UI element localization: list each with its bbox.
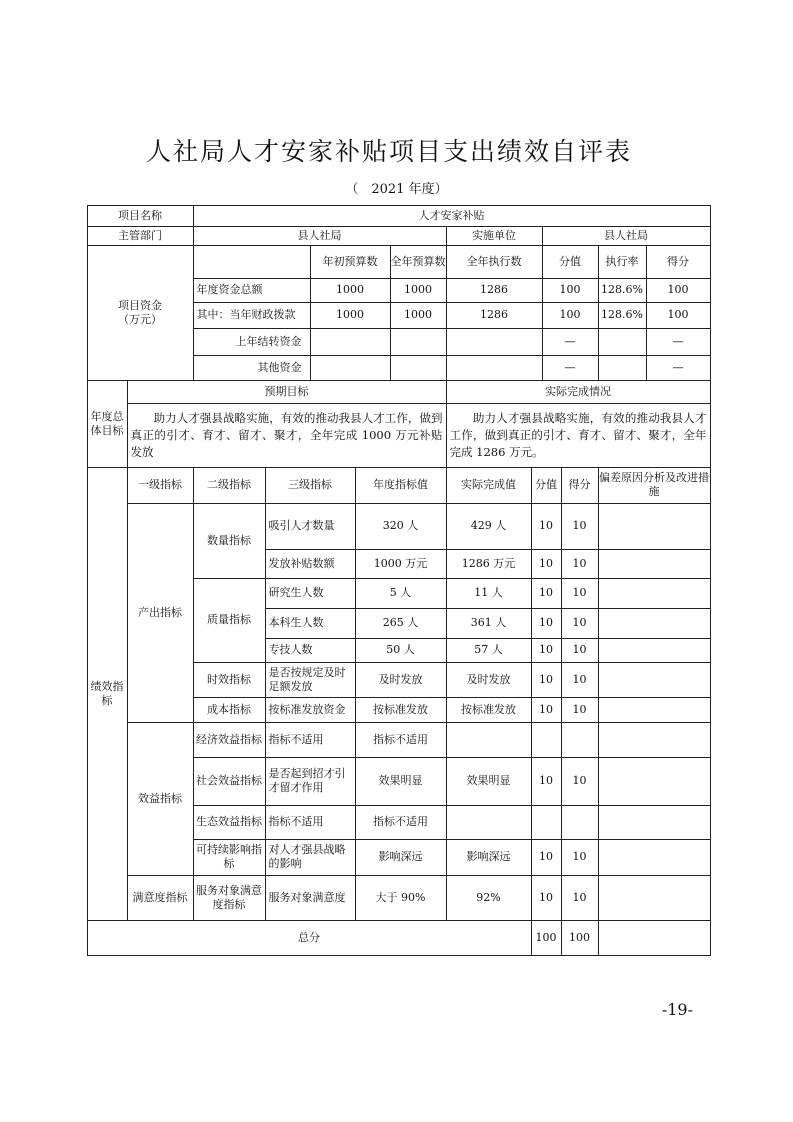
goals-expected-text: 助力人才强县战略实施，有效的推动我县人才工作，做到真正的引才、育才、留才、聚才，全年完成 1000 万元补贴发放: [127, 403, 447, 468]
indicator-cell: [531, 722, 562, 758]
page-title: 人社局人才安家补贴项目支出绩效自评表: [146, 137, 633, 166]
indicator-cell: [446, 805, 532, 840]
funds-cell: 1286: [446, 278, 543, 303]
level2-indicator: 服务对象满意度指标: [193, 875, 266, 921]
funds-cell: 1000: [390, 302, 447, 329]
level2-indicator: 成本指标: [193, 697, 266, 723]
funds-label-line: （万元）: [118, 312, 162, 326]
indicator-column-header: 一级指标: [127, 467, 194, 504]
indicator-cell: 本科生人数: [265, 608, 356, 639]
indicator-cell: 50 人: [355, 638, 447, 663]
indicator-cell: 10: [531, 608, 562, 639]
indicator-cell: 11 人: [446, 578, 532, 609]
indicator-cell: 429 人: [446, 503, 532, 550]
indicator-cell: 指标不适用: [265, 722, 356, 758]
page-subtitle: （ 2021 年度）: [345, 182, 448, 197]
indicator-cell: 影响深远: [355, 839, 447, 876]
indicator-cell: 10: [561, 875, 599, 921]
indicator-cell: [598, 839, 711, 876]
indicator-cell: [598, 638, 711, 663]
level2-indicator: 可持续影响指标: [193, 839, 266, 876]
level2-indicator: 时效指标: [193, 662, 266, 698]
indicators-label: 绩效指标: [87, 467, 128, 921]
funds-cell: [310, 328, 391, 356]
indicator-cell: 按标准发放资金: [265, 697, 356, 723]
indicator-cell: 10: [531, 503, 562, 550]
indicator-cell: [531, 805, 562, 840]
indicator-column-header: 三级指标: [265, 467, 356, 504]
funds-cell: 128.6%: [598, 278, 647, 303]
funds-cell: [390, 328, 447, 356]
level2-indicator: 经济效益指标: [193, 722, 266, 758]
indicator-cell: 是否按规定及时足额发放: [265, 662, 356, 698]
indicator-cell: 10: [531, 757, 562, 806]
total-label: 总分: [87, 920, 532, 956]
goals-actual-label: 实际完成情况: [446, 380, 711, 404]
page-number: -19-: [661, 1000, 693, 1019]
indicator-cell: 10: [531, 638, 562, 663]
total-value: 100: [531, 920, 562, 956]
indicator-cell: 及时发放: [355, 662, 447, 698]
indicator-cell: 指标不适用: [355, 722, 447, 758]
indicator-cell: 10: [531, 578, 562, 609]
indicator-cell: [561, 722, 599, 758]
level1-output: 产出指标: [127, 503, 194, 723]
indicator-cell: 10: [561, 662, 599, 698]
indicator-column-header: 二级指标: [193, 467, 266, 504]
funds-cell: —: [646, 355, 711, 381]
indicator-cell: [561, 805, 599, 840]
funds-cell: —: [542, 328, 599, 356]
indicator-cell: 1000 万元: [355, 549, 447, 579]
funds-cell: 1000: [310, 302, 391, 329]
level2-indicator: 生态效益指标: [193, 805, 266, 840]
funds-cell: [598, 355, 647, 381]
funds-column-header: 得分: [646, 245, 711, 279]
indicator-cell: 361 人: [446, 608, 532, 639]
level1-satisfaction: 满意度指标: [127, 875, 194, 921]
funds-corner: [193, 245, 311, 279]
indicator-cell: [598, 722, 711, 758]
indicator-cell: 10: [531, 549, 562, 579]
indicator-cell: 10: [561, 697, 599, 723]
impl-label: 实施单位: [446, 226, 543, 246]
indicator-column-header: 得分: [561, 467, 599, 504]
funds-column-header: 全年执行数: [446, 245, 543, 279]
funds-cell: 100: [542, 302, 599, 329]
indicator-cell: [598, 757, 711, 806]
indicator-cell: 服务对象满意度: [265, 875, 356, 921]
funds-column-header: 年初预算数: [310, 245, 391, 279]
indicator-cell: 10: [561, 839, 599, 876]
total-score: 100: [561, 920, 599, 956]
level2-indicator: 质量指标: [193, 578, 266, 663]
indicator-cell: 对人才强县战略的影响: [265, 839, 356, 876]
indicator-cell: 265 人: [355, 608, 447, 639]
indicator-cell: 效果明显: [355, 757, 447, 806]
indicator-cell: [598, 608, 711, 639]
funds-cell: 100: [646, 302, 711, 329]
indicator-column-header: 偏差原因分析及改进措施: [598, 467, 711, 504]
indicator-cell: 10: [561, 757, 599, 806]
funds-cell: —: [542, 355, 599, 381]
indicator-cell: 57 人: [446, 638, 532, 663]
indicator-cell: [598, 662, 711, 698]
indicator-cell: [598, 503, 711, 550]
indicator-cell: 5 人: [355, 578, 447, 609]
funds-cell: 1286: [446, 302, 543, 329]
indicator-cell: [446, 722, 532, 758]
goals-expected-label: 预期目标: [127, 380, 447, 404]
indicator-cell: [598, 697, 711, 723]
indicator-cell: [598, 549, 711, 579]
funds-row-name: 其中：当年财政拨款: [193, 302, 311, 329]
goals-label: 年度总体目标: [87, 380, 128, 468]
indicator-cell: [598, 875, 711, 921]
indicator-cell: 按标准发放: [355, 697, 447, 723]
level2-indicator: 数量指标: [193, 503, 266, 579]
funds-cell: [446, 355, 543, 381]
indicator-cell: 效果明显: [446, 757, 532, 806]
indicator-cell: [598, 805, 711, 840]
impl-value: 县人社局: [542, 226, 711, 246]
level1-benefit: 效益指标: [127, 722, 194, 876]
indicator-cell: 影响深远: [446, 839, 532, 876]
funds-cell: —: [646, 328, 711, 356]
funds-cell: 100: [542, 278, 599, 303]
indicator-cell: 是否起到招才引才留才作用: [265, 757, 356, 806]
funds-column-header: 全年预算数: [390, 245, 447, 279]
indicator-cell: 吸引人才数量: [265, 503, 356, 550]
indicator-column-header: 分值: [531, 467, 562, 504]
funds-cell: 128.6%: [598, 302, 647, 329]
indicator-cell: 10: [561, 638, 599, 663]
indicator-cell: 大于 90%: [355, 875, 447, 921]
indicator-column-header: 年度指标值: [355, 467, 447, 504]
funds-cell: 1000: [390, 278, 447, 303]
indicator-cell: 按标准发放: [446, 697, 532, 723]
funds-cell: 1000: [310, 278, 391, 303]
funds-cell: [310, 355, 391, 381]
indicator-cell: 指标不适用: [265, 805, 356, 840]
funds-label: [87, 245, 194, 381]
indicator-cell: 1286 万元: [446, 549, 532, 579]
indicator-cell: 320 人: [355, 503, 447, 550]
funds-cell: [598, 328, 647, 356]
funds-column-header: 分值: [542, 245, 599, 279]
project-name-value: 人才安家补贴: [193, 205, 711, 227]
funds-row-name: 年度资金总额: [193, 278, 311, 303]
funds-cell: [390, 355, 447, 381]
indicator-cell: 10: [561, 549, 599, 579]
funds-row-name: 其他资金: [193, 355, 311, 381]
total-note: [598, 920, 711, 956]
indicator-cell: 及时发放: [446, 662, 532, 698]
funds-cell: 100: [646, 278, 711, 303]
funds-row-name: 上年结转资金: [193, 328, 311, 356]
goals-actual-text: 助力人才强县战略实施，有效的推动我县人才工作，做到真正的引才、育才、留才、聚才，全年完成 1286 万元。: [446, 403, 711, 468]
indicator-cell: 10: [531, 875, 562, 921]
funds-label-line: 项目资金: [118, 298, 162, 312]
indicator-cell: 发放补贴数额: [265, 549, 356, 579]
indicator-cell: 10: [561, 503, 599, 550]
dept-label: 主管部门: [87, 226, 194, 246]
indicator-cell: 专技人数: [265, 638, 356, 663]
indicator-column-header: 实际完成值: [446, 467, 532, 504]
funds-cell: [446, 328, 543, 356]
dept-value: 县人社局: [193, 226, 447, 246]
indicator-cell: 10: [531, 697, 562, 723]
indicator-cell: 10: [561, 608, 599, 639]
level2-indicator: 社会效益指标: [193, 757, 266, 806]
indicator-cell: 92%: [446, 875, 532, 921]
indicator-cell: 10: [531, 662, 562, 698]
indicator-cell: 研究生人数: [265, 578, 356, 609]
indicator-cell: 指标不适用: [355, 805, 447, 840]
indicator-cell: 10: [561, 578, 599, 609]
indicator-cell: [598, 578, 711, 609]
indicator-cell: 10: [531, 839, 562, 876]
project-name-label: 项目名称: [87, 205, 194, 227]
funds-column-header: 执行率: [598, 245, 647, 279]
